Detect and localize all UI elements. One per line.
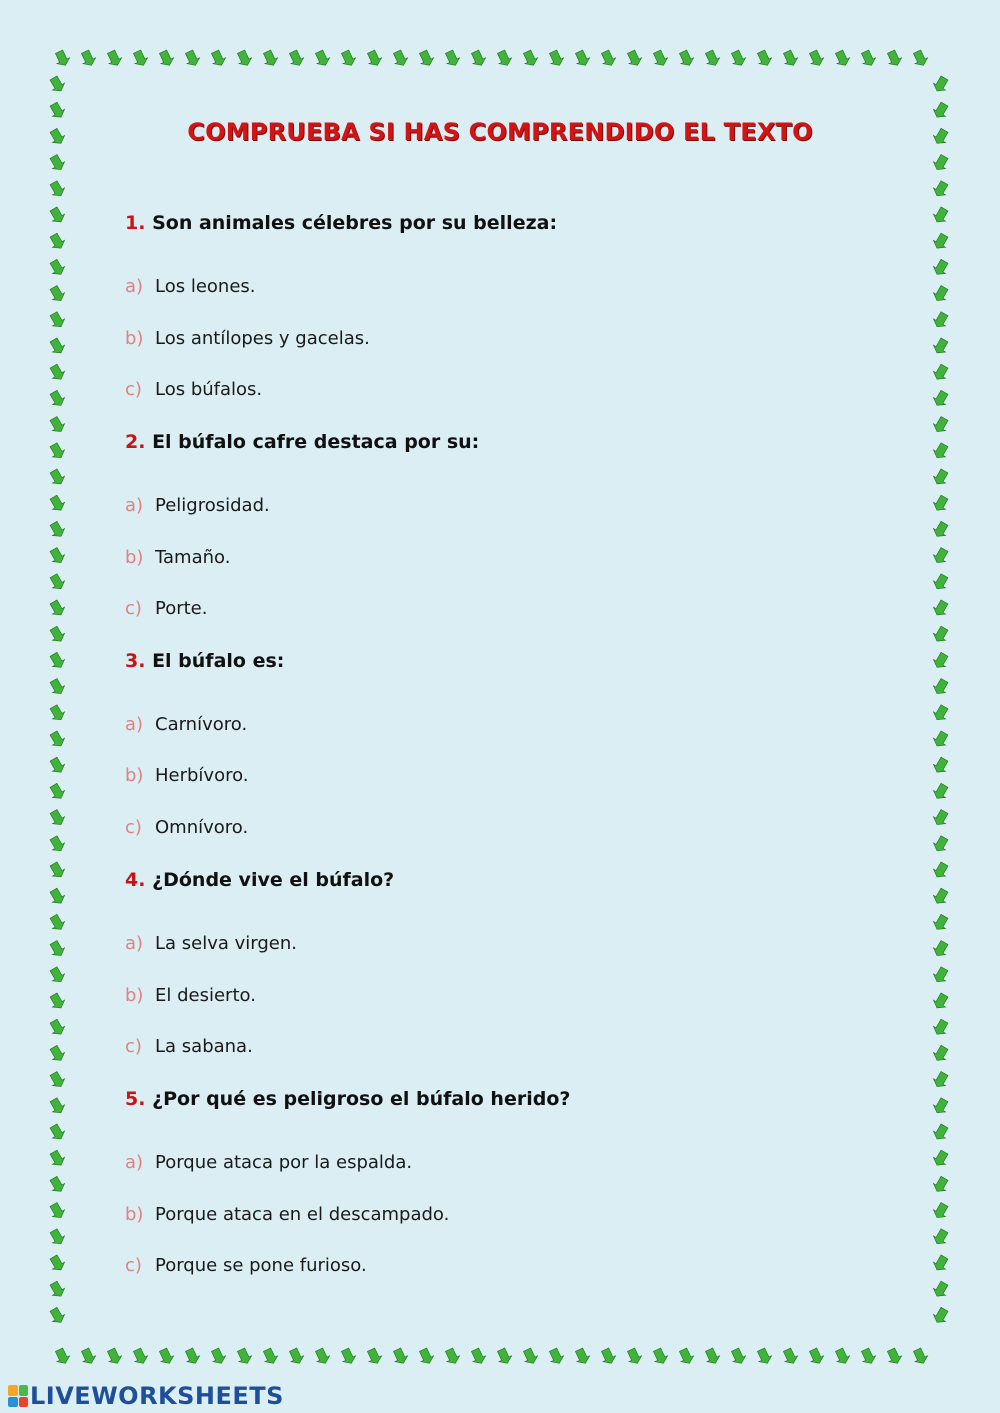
border-leaf-icon <box>47 782 67 802</box>
border-leaf-icon <box>599 49 618 69</box>
border-leaf-icon <box>47 1096 67 1116</box>
option-5c[interactable] <box>125 1255 367 1276</box>
border-leaf-icon <box>931 1044 951 1064</box>
border-leaf-icon <box>931 625 951 645</box>
border-leaf-icon <box>651 1347 670 1367</box>
option-text: Los antílopes y gacelas. <box>155 328 370 349</box>
border-leaf-icon <box>931 179 951 199</box>
logo-mark-icon <box>8 1385 28 1407</box>
border-leaf-icon <box>781 1347 800 1367</box>
border-leaf-icon <box>47 756 67 776</box>
border-leaf-icon <box>47 703 67 723</box>
border-leaf-icon <box>931 1201 951 1221</box>
border-leaf-icon <box>931 546 951 566</box>
border-leaf-icon <box>677 49 696 69</box>
border-leaf-icon <box>859 49 878 69</box>
border-leaf-icon <box>495 1347 514 1367</box>
border-leaf-icon <box>235 1347 254 1367</box>
border-leaf-icon <box>931 782 951 802</box>
question-5 <box>125 1088 570 1110</box>
border-leaf-icon <box>47 467 67 487</box>
border-leaf-icon <box>677 1347 696 1367</box>
option-2a[interactable] <box>125 495 270 516</box>
border-leaf-icon <box>885 49 904 69</box>
border-leaf-icon <box>547 1347 566 1367</box>
border-leaf-icon <box>729 1347 748 1367</box>
border-leaf-icon <box>53 49 72 69</box>
border-leaf-icon <box>417 1347 436 1367</box>
option-4c[interactable] <box>125 1036 253 1057</box>
question-text: Son animales célebres por su belleza: <box>152 212 558 234</box>
border-leaf-icon <box>931 1149 951 1169</box>
border-leaf-icon <box>47 1175 67 1195</box>
border-leaf-icon <box>105 1347 124 1367</box>
option-text: Omnívoro. <box>155 817 249 838</box>
option-5a[interactable] <box>125 1152 412 1173</box>
border-leaf-icon <box>53 1347 72 1367</box>
option-letter: a) <box>125 714 144 735</box>
border-leaf-icon <box>47 258 67 278</box>
border-leaf-icon <box>755 49 774 69</box>
border-leaf-icon <box>495 49 514 69</box>
option-letter: c) <box>125 1036 142 1057</box>
border-leaf-icon <box>833 49 852 69</box>
border-leaf-icon <box>47 598 67 618</box>
border-leaf-icon <box>131 49 150 69</box>
border-leaf-icon <box>931 991 951 1011</box>
question-number: 1. <box>125 212 146 234</box>
border-leaf-icon <box>521 1347 540 1367</box>
border-leaf-icon <box>131 1347 150 1367</box>
border-leaf-icon <box>47 336 67 356</box>
border-leaf-icon <box>47 284 67 304</box>
option-3b[interactable] <box>125 765 249 786</box>
border-leaf-icon <box>931 572 951 592</box>
border-leaf-icon <box>931 1070 951 1090</box>
option-3a[interactable] <box>125 714 247 735</box>
border-leaf-icon <box>781 49 800 69</box>
border-leaf-icon <box>931 1175 951 1195</box>
border-leaf-icon <box>931 729 951 749</box>
border-leaf-icon <box>703 1347 722 1367</box>
border-leaf-icon <box>209 49 228 69</box>
option-text: El desierto. <box>155 985 256 1006</box>
question-number: 4. <box>125 869 146 891</box>
border-leaf-icon <box>79 1347 98 1367</box>
page-title: COMPRUEBA SI HAS COMPRENDIDO EL TEXTO <box>187 118 813 146</box>
option-letter: c) <box>125 598 142 619</box>
question-number: 3. <box>125 650 146 672</box>
question-2 <box>125 431 479 453</box>
border-leaf-icon <box>47 415 67 435</box>
border-leaf-icon <box>807 49 826 69</box>
border-leaf-icon <box>931 887 951 907</box>
option-2c[interactable] <box>125 598 207 619</box>
border-leaf-icon <box>931 1280 951 1300</box>
border-leaf-icon <box>931 467 951 487</box>
border-leaf-icon <box>183 49 202 69</box>
border-leaf-icon <box>931 808 951 828</box>
border-leaf-icon <box>931 258 951 278</box>
option-letter: b) <box>125 547 144 568</box>
option-letter: c) <box>125 1255 142 1276</box>
border-leaf-icon <box>365 1347 384 1367</box>
border-leaf-icon <box>47 991 67 1011</box>
border-leaf-icon <box>931 1096 951 1116</box>
border-leaf-icon <box>261 1347 280 1367</box>
border-leaf-icon <box>573 1347 592 1367</box>
option-text: Tamaño. <box>155 547 231 568</box>
border-leaf-icon <box>931 153 951 173</box>
border-leaf-icon <box>931 1253 951 1273</box>
option-letter: a) <box>125 495 144 516</box>
border-leaf-icon <box>47 205 67 225</box>
border-leaf-icon <box>651 49 670 69</box>
option-text: Porque ataca en el descampado. <box>155 1204 450 1225</box>
border-leaf-icon <box>931 677 951 697</box>
border-leaf-icon <box>47 179 67 199</box>
border-leaf-icon <box>47 1044 67 1064</box>
border-leaf-icon <box>157 1347 176 1367</box>
border-leaf-icon <box>47 1253 67 1273</box>
option-letter: a) <box>125 933 144 954</box>
border-leaf-icon <box>755 1347 774 1367</box>
option-letter: b) <box>125 765 144 786</box>
border-leaf-icon <box>47 1149 67 1169</box>
border-leaf-icon <box>931 363 951 383</box>
border-leaf-icon <box>625 1347 644 1367</box>
border-leaf-icon <box>931 1122 951 1142</box>
border-leaf-icon <box>47 441 67 461</box>
border-leaf-icon <box>47 520 67 540</box>
border-leaf-icon <box>931 834 951 854</box>
border-leaf-icon <box>339 1347 358 1367</box>
question-text: ¿Dónde vive el búfalo? <box>152 869 395 891</box>
border-leaf-icon <box>931 913 951 933</box>
border-leaf-icon <box>931 860 951 880</box>
border-leaf-icon <box>47 1201 67 1221</box>
border-leaf-icon <box>365 49 384 69</box>
border-leaf-icon <box>47 1122 67 1142</box>
question-1 <box>125 212 557 234</box>
border-leaf-icon <box>235 49 254 69</box>
border-leaf-icon <box>931 756 951 776</box>
option-text: Los leones. <box>155 276 256 297</box>
option-text: La sabana. <box>155 1036 253 1057</box>
border-leaf-icon <box>47 1018 67 1038</box>
option-1a[interactable] <box>125 276 256 297</box>
border-leaf-icon <box>209 1347 228 1367</box>
border-leaf-icon <box>183 1347 202 1367</box>
border-leaf-icon <box>931 520 951 540</box>
border-leaf-icon <box>931 441 951 461</box>
option-letter: b) <box>125 1204 144 1225</box>
border-leaf-icon <box>469 1347 488 1367</box>
border-leaf-icon <box>931 336 951 356</box>
border-leaf-icon <box>931 1018 951 1038</box>
option-text: Porque ataca por la espalda. <box>155 1152 413 1173</box>
border-leaf-icon <box>47 729 67 749</box>
option-letter: c) <box>125 379 142 400</box>
option-letter: b) <box>125 985 144 1006</box>
question-number: 2. <box>125 431 146 453</box>
border-leaf-icon <box>47 939 67 959</box>
border-leaf-icon <box>287 49 306 69</box>
border-leaf-icon <box>573 49 592 69</box>
border-leaf-icon <box>47 1306 67 1326</box>
border-leaf-icon <box>391 49 410 69</box>
border-leaf-icon <box>157 49 176 69</box>
border-leaf-icon <box>313 49 332 69</box>
border-leaf-icon <box>47 887 67 907</box>
option-text: Porque se pone furioso. <box>155 1255 367 1276</box>
border-leaf-icon <box>931 389 951 409</box>
option-3c[interactable] <box>125 817 248 838</box>
border-leaf-icon <box>703 49 722 69</box>
border-leaf-icon <box>547 49 566 69</box>
border-leaf-icon <box>443 49 462 69</box>
question-number: 5. <box>125 1088 146 1110</box>
border-leaf-icon <box>47 834 67 854</box>
border-leaf-icon <box>807 1347 826 1367</box>
question-3 <box>125 650 284 672</box>
option-5b[interactable] <box>125 1204 449 1225</box>
option-text: Los búfalos. <box>155 379 263 400</box>
border-leaf-icon <box>931 284 951 304</box>
border-leaf-icon <box>931 310 951 330</box>
border-leaf-icon <box>47 808 67 828</box>
border-leaf-icon <box>833 1347 852 1367</box>
border-leaf-icon <box>47 913 67 933</box>
border-leaf-icon <box>729 49 748 69</box>
border-leaf-icon <box>47 153 67 173</box>
option-text: La selva virgen. <box>155 933 298 954</box>
logo-text: LIVEWORKSHEETS <box>30 1382 284 1410</box>
border-leaf-icon <box>79 49 98 69</box>
border-leaf-icon <box>469 49 488 69</box>
border-leaf-icon <box>47 389 67 409</box>
border-leaf-icon <box>859 1347 878 1367</box>
border-leaf-icon <box>47 494 67 514</box>
option-letter: a) <box>125 1152 144 1173</box>
border-leaf-icon <box>931 939 951 959</box>
border-leaf-icon <box>47 546 67 566</box>
border-leaf-icon <box>931 74 951 94</box>
question-text: El búfalo cafre destaca por su: <box>152 431 480 453</box>
option-1b[interactable] <box>125 328 370 349</box>
border-leaf-icon <box>47 232 67 252</box>
border-leaf-icon <box>599 1347 618 1367</box>
option-4a[interactable] <box>125 933 297 954</box>
border-leaf-icon <box>931 1227 951 1247</box>
border-leaf-icon <box>931 703 951 723</box>
border-leaf-icon <box>47 965 67 985</box>
question-4 <box>125 869 394 891</box>
option-letter: b) <box>125 328 144 349</box>
border-leaf-icon <box>47 572 67 592</box>
option-2b[interactable] <box>125 547 230 568</box>
border-leaf-icon <box>931 1306 951 1326</box>
border-leaf-icon <box>625 49 644 69</box>
liveworksheets-logo[interactable] <box>8 1382 284 1410</box>
border-leaf-icon <box>105 49 124 69</box>
option-4b[interactable] <box>125 985 256 1006</box>
border-leaf-icon <box>885 1347 904 1367</box>
question-text: ¿Por qué es peligroso el búfalo herido? <box>152 1088 571 1110</box>
border-leaf-icon <box>417 49 436 69</box>
border-leaf-icon <box>931 494 951 514</box>
option-letter: c) <box>125 817 142 838</box>
option-1c[interactable] <box>125 379 262 400</box>
border-leaf-icon <box>931 232 951 252</box>
border-leaf-icon <box>313 1347 332 1367</box>
option-text: Peligrosidad. <box>155 495 270 516</box>
option-text: Herbívoro. <box>155 765 249 786</box>
border-leaf-icon <box>47 74 67 94</box>
question-text: El búfalo es: <box>152 650 285 672</box>
border-leaf-icon <box>47 651 67 671</box>
border-leaf-icon <box>47 1227 67 1247</box>
border-leaf-icon <box>261 49 280 69</box>
border-leaf-icon <box>911 49 930 69</box>
border-leaf-icon <box>931 965 951 985</box>
border-leaf-icon <box>47 677 67 697</box>
border-leaf-icon <box>931 415 951 435</box>
border-leaf-icon <box>47 1280 67 1300</box>
option-letter: a) <box>125 276 144 297</box>
option-text: Porte. <box>155 598 208 619</box>
border-leaf-icon <box>521 49 540 69</box>
option-text: Carnívoro. <box>155 714 248 735</box>
border-leaf-icon <box>931 205 951 225</box>
border-leaf-icon <box>287 1347 306 1367</box>
border-leaf-icon <box>931 651 951 671</box>
border-leaf-icon <box>47 310 67 330</box>
border-leaf-icon <box>931 598 951 618</box>
border-leaf-icon <box>47 625 67 645</box>
border-leaf-icon <box>443 1347 462 1367</box>
border-leaf-icon <box>47 363 67 383</box>
border-leaf-icon <box>47 860 67 880</box>
border-leaf-icon <box>391 1347 410 1367</box>
border-leaf-icon <box>339 49 358 69</box>
border-leaf-icon <box>47 1070 67 1090</box>
border-leaf-icon <box>911 1347 930 1367</box>
